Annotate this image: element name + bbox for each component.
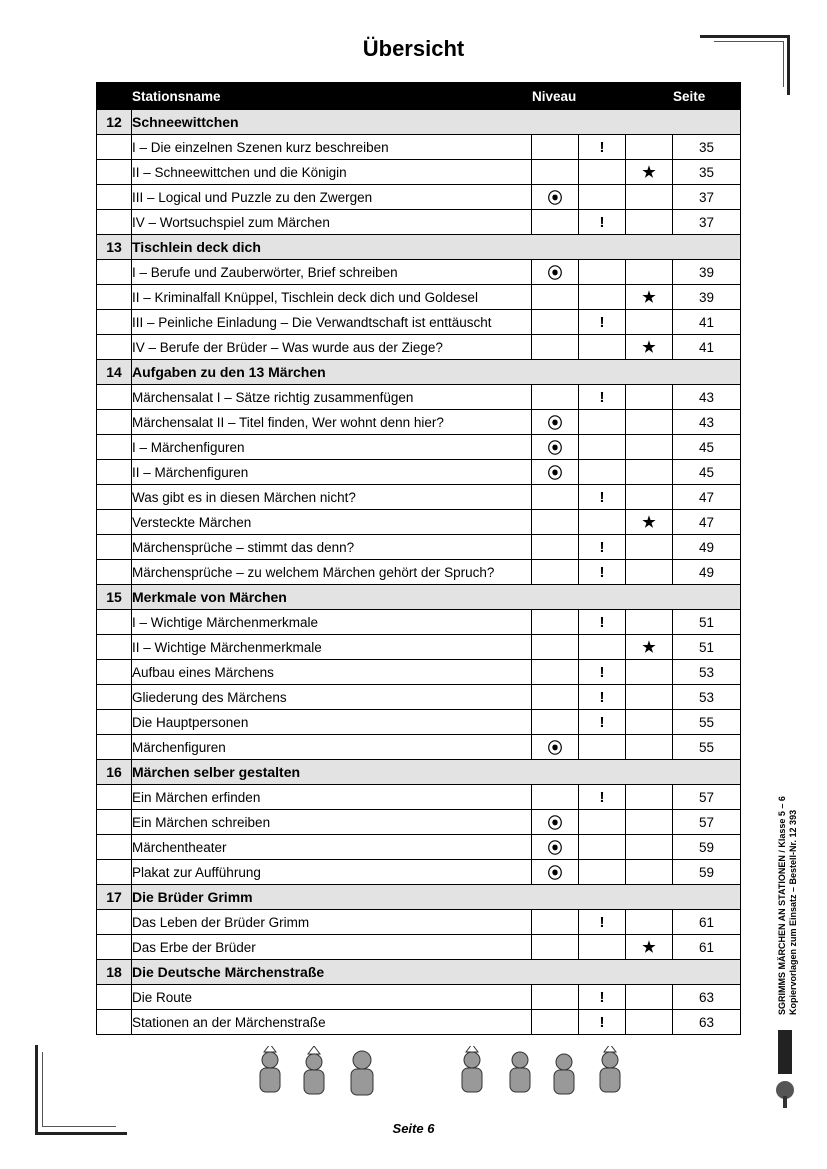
dwarfs-illustration-left [248,1046,393,1108]
niveau-cell [626,385,673,410]
page-number-cell: 59 [673,835,741,860]
section-number: 13 [97,235,132,260]
station-name: II – Märchenfiguren [132,460,532,485]
station-name: III – Logical und Puzzle zu den Zwergen [132,185,532,210]
niveau-cell [579,260,626,285]
table-body [97,110,741,1035]
station-row [97,510,741,535]
niveau-cell [626,785,673,810]
niveau-cell [626,735,673,760]
station-name: Märchenfiguren [132,735,532,760]
page-number-cell: 45 [673,460,741,485]
page-number-cell: 63 [673,985,741,1010]
niveau-cell [532,485,579,510]
niveau-cell [626,310,673,335]
circle-icon: ⦿ [532,435,579,460]
page-number-cell: 61 [673,935,741,960]
station-row [97,835,741,860]
row-number-cell [97,660,132,685]
niveau-cell [532,210,579,235]
station-row [97,535,741,560]
station-row [97,410,741,435]
page-number-cell: 41 [673,335,741,360]
row-number-cell [97,435,132,460]
page-number-cell: 55 [673,735,741,760]
row-number-cell [97,460,132,485]
niveau-cell [532,1010,579,1035]
row-number-cell [97,785,132,810]
station-name: Märchensalat I – Sätze richtig zusammenfügen [132,385,532,410]
header-num [97,83,132,110]
header-niveau: Niveau [532,83,673,110]
station-row [97,660,741,685]
exclaim-icon: ! [579,210,626,235]
niveau-cell [626,710,673,735]
row-number-cell [97,210,132,235]
station-name: Die Hauptpersonen [132,710,532,735]
circle-icon: ⦿ [532,260,579,285]
page-number-cell: 47 [673,510,741,535]
niveau-cell [532,910,579,935]
row-number-cell [97,935,132,960]
row-number-cell [97,1010,132,1035]
corner-decoration [35,1045,38,1135]
station-name: Das Erbe der Brüder [132,935,532,960]
section-header-row [97,360,741,385]
section-number: 12 [97,110,132,135]
niveau-cell [579,810,626,835]
niveau-cell [579,285,626,310]
page-number-cell: 51 [673,610,741,635]
station-row [97,685,741,710]
niveau-cell [626,835,673,860]
niveau-cell [579,510,626,535]
row-number-cell [97,410,132,435]
station-name: I – Wichtige Märchenmerkmale [132,610,532,635]
station-name: Plakat zur Aufführung [132,860,532,885]
page-number-cell: 49 [673,535,741,560]
niveau-cell [579,435,626,460]
station-row [97,935,741,960]
station-row [97,385,741,410]
station-name: Das Leben der Brüder Grimm [132,910,532,935]
publisher-logo [770,1030,810,1110]
station-row [97,860,741,885]
header-stationsname: Stationsname [132,83,532,110]
station-row [97,985,741,1010]
niveau-cell [626,610,673,635]
circle-icon: ⦿ [532,835,579,860]
niveau-cell [626,135,673,160]
niveau-cell [579,835,626,860]
row-number-cell [97,335,132,360]
section-number: 14 [97,360,132,385]
exclaim-icon: ! [579,135,626,160]
station-row [97,310,741,335]
row-number-cell [97,185,132,210]
page-number-cell: 57 [673,810,741,835]
star-icon: ★ [626,285,673,310]
station-name: Märchensprüche – stimmt das denn? [132,535,532,560]
station-name: Märchentheater [132,835,532,860]
station-row [97,335,741,360]
niveau-cell [579,860,626,885]
page-number-cell: 61 [673,910,741,935]
exclaim-icon: ! [579,535,626,560]
niveau-cell [532,535,579,560]
niveau-cell [626,410,673,435]
niveau-cell [626,985,673,1010]
station-row [97,910,741,935]
niveau-cell [532,560,579,585]
section-number: 16 [97,760,132,785]
row-number-cell [97,260,132,285]
exclaim-icon: ! [579,560,626,585]
niveau-cell [626,210,673,235]
circle-icon: ⦿ [532,185,579,210]
page-number-cell: 49 [673,560,741,585]
station-row [97,610,741,635]
exclaim-icon: ! [579,910,626,935]
star-icon: ★ [626,510,673,535]
exclaim-icon: ! [579,710,626,735]
niveau-cell [626,460,673,485]
exclaim-icon: ! [579,385,626,410]
station-row [97,460,741,485]
section-header-row [97,235,741,260]
section-title: Schneewittchen [132,110,741,135]
niveau-cell [532,785,579,810]
station-name: IV – Berufe der Brüder – Was wurde aus der Ziege? [132,335,532,360]
dwarfs-illustration-right [452,1046,632,1108]
station-row [97,560,741,585]
page-number-cell: 53 [673,660,741,685]
row-number-cell [97,910,132,935]
circle-icon: ⦿ [532,410,579,435]
station-name: Versteckte Märchen [132,510,532,535]
page-number-cell: 39 [673,285,741,310]
station-row [97,210,741,235]
page-number-cell: 37 [673,185,741,210]
star-icon: ★ [626,935,673,960]
station-name: I – Berufe und Zauberwörter, Brief schreiben [132,260,532,285]
niveau-cell [532,985,579,1010]
station-row [97,435,741,460]
station-name: Märchensalat II – Titel finden, Wer wohnt denn hier? [132,410,532,435]
niveau-cell [579,635,626,660]
niveau-cell [579,410,626,435]
station-row [97,160,741,185]
station-row [97,785,741,810]
section-header-row [97,885,741,910]
exclaim-icon: ! [579,1010,626,1035]
niveau-cell [532,610,579,635]
row-number-cell [97,985,132,1010]
niveau-cell [579,460,626,485]
circle-icon: ⦿ [532,460,579,485]
section-number: 17 [97,885,132,910]
niveau-cell [532,510,579,535]
niveau-cell [532,310,579,335]
niveau-cell [626,185,673,210]
page-number-cell: 55 [673,710,741,735]
station-name: Ein Märchen erfinden [132,785,532,810]
page-number-cell: 35 [673,135,741,160]
niveau-cell [626,660,673,685]
station-name: Die Route [132,985,532,1010]
niveau-cell [532,335,579,360]
exclaim-icon: ! [579,685,626,710]
station-name: II – Schneewittchen und die Königin [132,160,532,185]
row-number-cell [97,135,132,160]
row-number-cell [97,535,132,560]
page-number: Seite 6 [392,1121,435,1136]
section-title: Merkmale von Märchen [132,585,741,610]
niveau-cell [579,185,626,210]
star-icon: ★ [626,635,673,660]
page-number-cell: 35 [673,160,741,185]
station-name: Stationen an der Märchenstraße [132,1010,532,1035]
circle-icon: ⦿ [532,860,579,885]
row-number-cell [97,510,132,535]
station-name: II – Kriminalfall Knüppel, Tischlein deck dich und Goldesel [132,285,532,310]
niveau-cell [532,160,579,185]
page-number-cell: 53 [673,685,741,710]
page-number-cell: 63 [673,1010,741,1035]
niveau-cell [532,660,579,685]
row-number-cell [97,835,132,860]
overview-table [96,82,741,1035]
station-row [97,735,741,760]
row-number-cell [97,385,132,410]
station-name: Aufbau eines Märchens [132,660,532,685]
station-row [97,635,741,660]
niveau-cell [532,135,579,160]
station-row [97,185,741,210]
exclaim-icon: ! [579,785,626,810]
section-header-row [97,110,741,135]
niveau-cell [626,860,673,885]
station-name: Ein Märchen schreiben [132,810,532,835]
niveau-cell [579,335,626,360]
section-title: Tischlein deck dich [132,235,741,260]
side-text-line1: SGRIMMS MÄRCHEN AN STATIONEN / Klasse 5 – 6 [777,796,787,1015]
section-number: 18 [97,960,132,985]
row-number-cell [97,310,132,335]
corner-decoration [35,1132,127,1135]
row-number-cell [97,160,132,185]
exclaim-icon: ! [579,660,626,685]
station-row [97,810,741,835]
corner-decoration [42,1126,116,1127]
page-number-cell: 43 [673,410,741,435]
niveau-cell [626,910,673,935]
station-row [97,135,741,160]
header-seite: Seite [673,83,741,110]
niveau-cell [626,485,673,510]
niveau-cell [532,935,579,960]
niveau-cell [626,810,673,835]
star-icon: ★ [626,160,673,185]
niveau-cell [579,160,626,185]
row-number-cell [97,685,132,710]
niveau-cell [532,635,579,660]
niveau-cell [532,685,579,710]
station-row [97,485,741,510]
side-text-line2: Kopiervorlagen zum Einsatz – Bestell-Nr. 12 393 [788,809,798,1015]
station-name: III – Peinliche Einladung – Die Verwandtschaft ist enttäuscht [132,310,532,335]
section-header-row [97,760,741,785]
niveau-cell [626,1010,673,1035]
page-number-cell: 39 [673,260,741,285]
niveau-cell [626,260,673,285]
page-number-cell: 47 [673,485,741,510]
side-publication-info [777,755,799,1015]
niveau-cell [626,560,673,585]
section-title: Die Brüder Grimm [132,885,741,910]
row-number-cell [97,860,132,885]
row-number-cell [97,735,132,760]
section-title: Die Deutsche Märchenstraße [132,960,741,985]
section-number: 15 [97,585,132,610]
corner-decoration [42,1052,43,1126]
page-number-cell: 41 [673,310,741,335]
page-number-cell: 57 [673,785,741,810]
niveau-cell [626,435,673,460]
station-name: I – Märchenfiguren [132,435,532,460]
niveau-cell [532,385,579,410]
niveau-cell [626,535,673,560]
page-number-cell: 59 [673,860,741,885]
section-title: Märchen selber gestalten [132,760,741,785]
star-icon: ★ [626,335,673,360]
row-number-cell [97,485,132,510]
circle-icon: ⦿ [532,810,579,835]
station-name: IV – Wortsuchspiel zum Märchen [132,210,532,235]
station-name: Gliederung des Märchens [132,685,532,710]
row-number-cell [97,560,132,585]
row-number-cell [97,635,132,660]
station-row [97,1010,741,1035]
niveau-cell [532,710,579,735]
station-name: I – Die einzelnen Szenen kurz beschreiben [132,135,532,160]
table-header-row [97,83,741,110]
page-number-cell: 45 [673,435,741,460]
station-name: II – Wichtige Märchenmerkmale [132,635,532,660]
niveau-cell [626,685,673,710]
exclaim-icon: ! [579,610,626,635]
exclaim-icon: ! [579,985,626,1010]
station-name: Märchensprüche – zu welchem Märchen gehört der Spruch? [132,560,532,585]
niveau-cell [579,935,626,960]
station-row [97,710,741,735]
row-number-cell [97,285,132,310]
row-number-cell [97,810,132,835]
niveau-cell [532,285,579,310]
section-title: Aufgaben zu den 13 Märchen [132,360,741,385]
page-number-cell: 43 [673,385,741,410]
niveau-cell [579,735,626,760]
page-number-cell: 37 [673,210,741,235]
section-header-row [97,585,741,610]
exclaim-icon: ! [579,485,626,510]
station-row [97,285,741,310]
row-number-cell [97,710,132,735]
row-number-cell [97,610,132,635]
station-name: Was gibt es in diesen Märchen nicht? [132,485,532,510]
section-header-row [97,960,741,985]
page-title: Übersicht [362,36,465,61]
circle-icon: ⦿ [532,735,579,760]
exclaim-icon: ! [579,310,626,335]
station-row [97,260,741,285]
page-number-cell: 51 [673,635,741,660]
